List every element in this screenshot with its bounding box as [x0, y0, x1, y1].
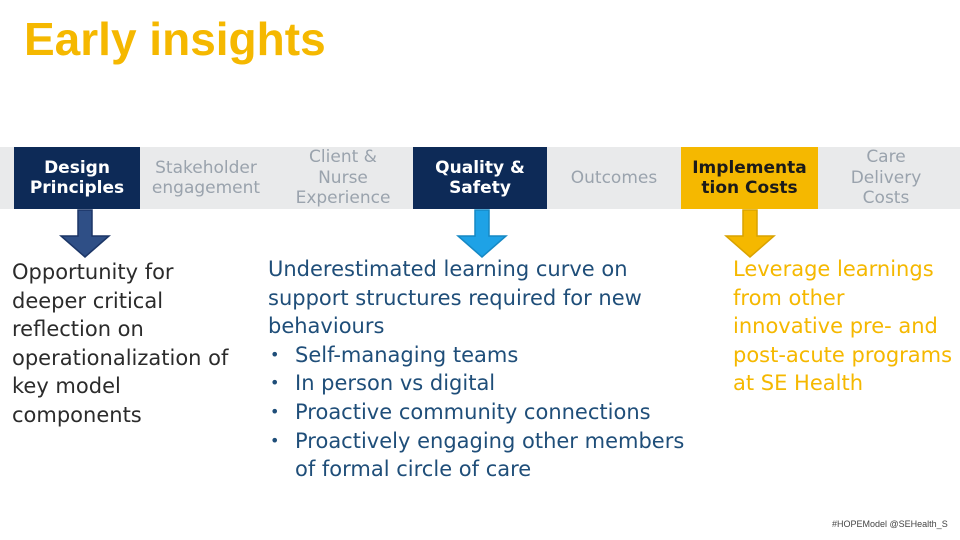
insight-bullet-list — [268, 341, 698, 484]
bullet-item: • Self-managing teams — [268, 341, 698, 370]
bullet-item: • Proactive community connections — [268, 398, 698, 427]
bullet-item: • Proactively engaging other members of formal circle of care — [268, 427, 698, 484]
down-arrow-icon — [58, 209, 112, 259]
insight-intro: Underestimated learning curve on support structures required for new behaviours — [268, 257, 642, 339]
step-care-delivery-costs: Care Delivery Costs — [850, 147, 922, 209]
footer-hashtag: #HOPEModel @SEHealth_S — [832, 519, 948, 529]
step-client-nurse-experience: Client & Nurse Experience — [295, 147, 391, 209]
step-quality-safety: Quality & Safety — [413, 147, 547, 209]
insight-quality-safety — [268, 255, 698, 484]
step-implementation-costs: Implementa tion Costs — [681, 147, 818, 209]
step-design-principles: Design Principles — [14, 147, 140, 209]
step-outcomes: Outcomes — [570, 167, 658, 188]
bullet-item: • In person vs digital — [268, 369, 698, 398]
step-stakeholder-engagement: Stakeholder engagement — [151, 157, 261, 198]
down-arrow-icon — [455, 209, 509, 259]
insight-design-principles: Opportunity for deeper critical reflection on operationalization of key model components — [12, 260, 229, 427]
insight-implementation-costs: Leverage learnings from other innovative pre- and post-acute programs at SE Health — [733, 257, 953, 396]
down-arrow-icon — [723, 209, 777, 259]
slide-title: Early insights — [24, 13, 326, 65]
